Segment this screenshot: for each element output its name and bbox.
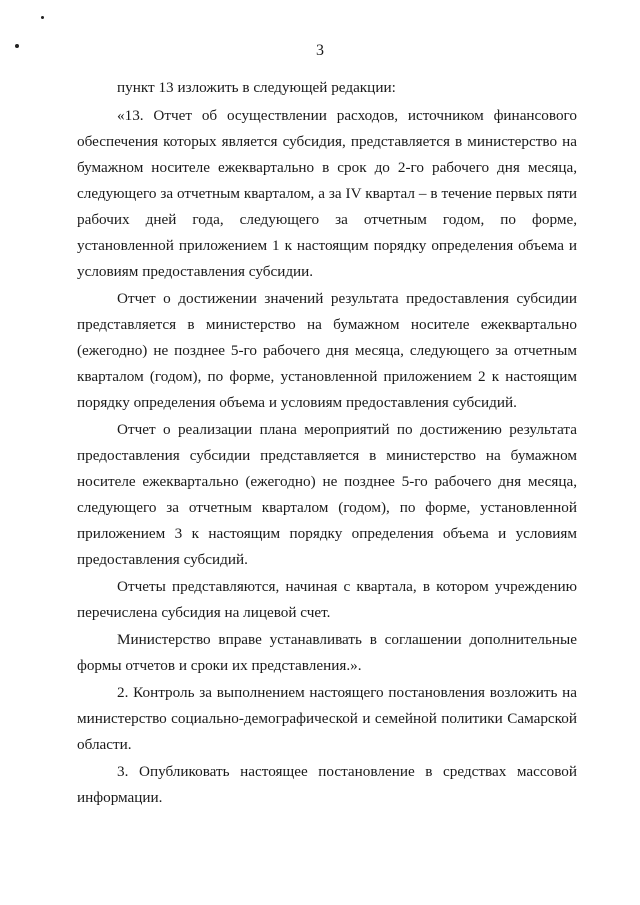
paragraph-report-expenses: «13. Отчет об осуществлении расходов, источником финансового обеспечения которых является субсидия, представляется в министерство на бумажном носителе ежеквартально в срок до 2-го рабочего дня месяца, следующего за отчетным кварталом, а за IV квартал – в течение первых пяти рабочих дней года, следующего за отчетным годом, по форме, установленной приложением 1 к настоящим порядку определения объема и условиям предоставления субсидии. [77,107,577,280]
paragraph-report-results: Отчет о достижении значений результата предоставления субсидии представляется в министерство на бумажном носителе ежеквартально (ежегодно) не позднее 5-го рабочего дня месяца, следующего за отчетным кварталом (годом), по форме, установленной приложением 2 к настоящим порядку определения объема и условиям предоставления субсидий. [77,290,577,411]
paragraph-reports-submission: Отчеты представляются, начиная с квартала, в котором учреждению перечислена субсидия на лицевой счет. [77,578,577,621]
paragraph-report-plan: Отчет о реализации плана мероприятий по достижению результата предоставления субсидии представляется в министерство на бумажном носителе ежеквартально (ежегодно) не позднее 5-го рабочего дня месяца, следующего за отчетным кварталом (годом), по форме, установленной приложением 3 к настоящим порядку определения объема и условиям предоставления субсидий. [77,421,577,568]
paragraph-control: 2. Контроль за выполнением настоящего постановления возложить на министерство социально-демографической и семейной политики Самарской области. [77,684,577,753]
scan-speck [41,16,44,19]
intro-line: пункт 13 изложить в следующей редакции: [117,79,396,96]
page-number: 3 [316,42,324,59]
paragraph-publication: 3. Опубликовать настоящее постановление в средствах массовой информации. [77,763,577,806]
document-body [77,64,577,811]
paragraph-ministry-rights: Министерство вправе устанавливать в соглашении дополнительные формы отчетов и сроки их представления.». [77,631,577,674]
